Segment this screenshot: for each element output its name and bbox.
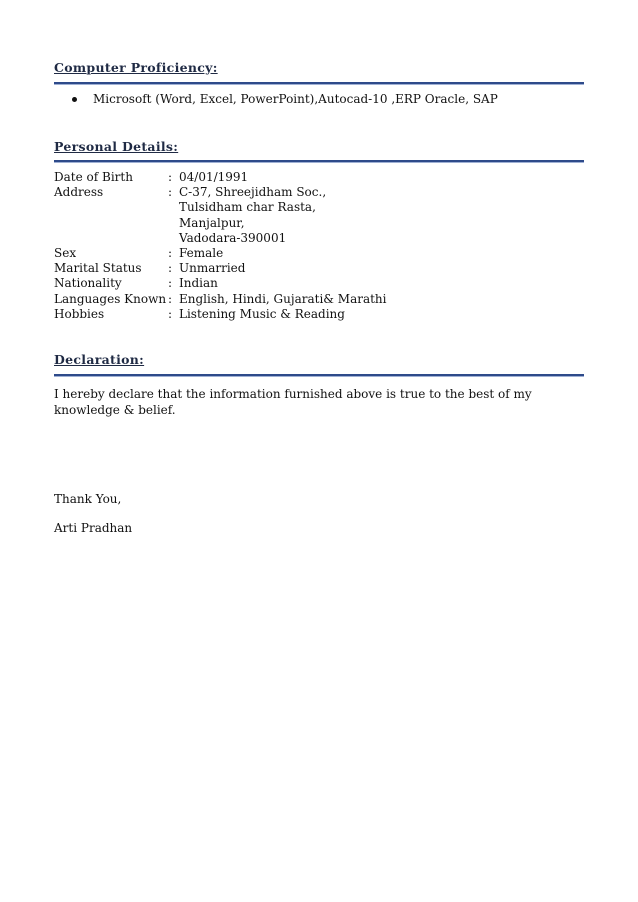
personal-details-table: [54, 170, 387, 322]
detail-label: [54, 231, 168, 246]
detail-colon: :: [168, 276, 173, 291]
detail-row: [54, 246, 387, 261]
detail-row: [54, 292, 387, 307]
detail-value: English, Hindi, Gujarati& Marathi: [179, 291, 387, 306]
detail-colon: :: [168, 291, 173, 306]
detail-colon: :: [168, 261, 173, 276]
software-skills: Microsoft (Word, Excel, PowerPoint),Autocad-10 ,ERP Oracle, SAP: [93, 92, 498, 106]
detail-value: Vadodara-390001: [179, 230, 287, 245]
detail-colon: :: [168, 185, 173, 200]
detail-row: [54, 307, 387, 322]
detail-row: [54, 200, 387, 215]
detail-label: [54, 200, 168, 215]
detail-row: [54, 261, 387, 276]
closing-thanks: Thank You,: [54, 492, 122, 506]
computer-proficiency-heading: Computer Proficiency:: [54, 60, 218, 75]
detail-colon: :: [168, 306, 173, 321]
detail-label: Nationality: [54, 276, 122, 291]
detail-label: [54, 216, 168, 231]
section-divider: [54, 82, 584, 85]
detail-value: Listening Music & Reading: [179, 306, 345, 321]
detail-value: Unmarried: [179, 261, 246, 276]
detail-label: Languages Known: [54, 291, 167, 306]
signature-name: Arti Pradhan: [54, 521, 133, 535]
detail-row: [54, 276, 387, 291]
detail-label: Address: [54, 185, 104, 200]
personal-details-heading: Personal Details:: [54, 139, 179, 154]
detail-value: Manjalpur,: [179, 215, 245, 230]
detail-label: Date of Birth: [54, 170, 133, 184]
declaration-text: I hereby declare that the information furnished above is true to the best of my knowledge & belief.: [54, 387, 532, 417]
detail-label: Hobbies: [54, 306, 105, 321]
list-item: [72, 92, 498, 106]
detail-value: C-37, Shreejidham Soc.,: [179, 185, 327, 200]
section-divider: [54, 160, 584, 163]
detail-label: Marital Status: [54, 261, 142, 276]
declaration-heading: Declaration:: [54, 352, 145, 367]
detail-value: Female: [179, 246, 224, 261]
detail-row: [54, 216, 387, 231]
bullet-icon: [72, 97, 77, 102]
detail-colon: :: [168, 246, 173, 261]
detail-label: Sex: [54, 246, 77, 261]
detail-row: [54, 231, 387, 246]
detail-colon: [168, 200, 179, 215]
detail-value: 04/01/1991: [179, 170, 249, 184]
detail-value: Tulsidham char Rasta,: [179, 200, 316, 215]
detail-colon: [168, 231, 179, 246]
detail-row: [54, 170, 387, 185]
detail-value: Indian: [179, 276, 218, 291]
detail-row: [54, 185, 387, 200]
detail-colon: [168, 216, 179, 231]
detail-colon: :: [168, 170, 173, 184]
section-divider: [54, 374, 584, 377]
